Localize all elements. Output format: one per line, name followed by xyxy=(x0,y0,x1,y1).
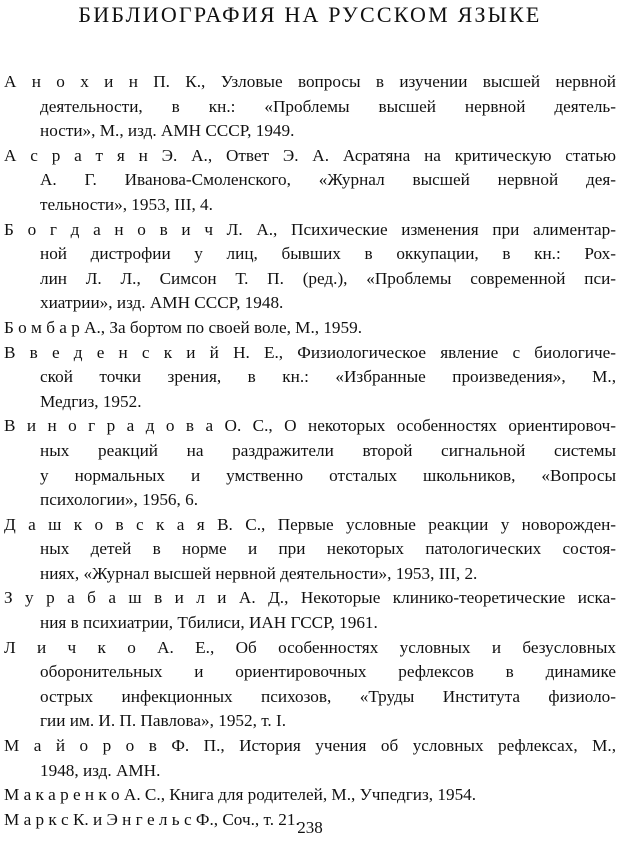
entry-first-line: А с р а т я н Э. А., Ответ Э. А. Асратяна на критическую статью xyxy=(4,145,616,165)
entry-continuation-line: Медгиз, 1952. xyxy=(40,391,142,411)
bibliography-entry xyxy=(4,734,616,783)
entry-continuation-line: у нормальных и умственно отсталых школьников, «Вопросы xyxy=(40,465,616,485)
entry-first-line: З у р а б а ш в и л и А. Д., Некоторые клинико-теоретические иска- xyxy=(4,588,616,608)
bibliography-entry xyxy=(4,316,616,341)
entry-continuation-line: психологии», 1956, 6. xyxy=(40,490,198,510)
entry-first-line: М а к а р е н к о А. С., Книга для родителей, М., Учпедгиз, 1954. xyxy=(4,785,477,805)
entry-continuation-line: ской точки зрения, в кн.: «Избранные произведения», М., xyxy=(40,367,616,387)
entry-continuation-line: ниях, «Журнал высшей нервной деятельности», 1953, III, 2. xyxy=(40,563,478,583)
bibliography-entry xyxy=(4,341,616,415)
bibliography-list xyxy=(4,70,616,832)
page-number: 238 xyxy=(297,818,323,837)
bibliography-entry xyxy=(4,513,616,587)
entry-first-line: Б о м б а р А., За бортом по своей воле, М., 1959. xyxy=(4,317,363,337)
entry-first-line: В и н о г р а д о в а О. С., О некоторых особенностях ориентировоч- xyxy=(4,416,616,436)
entry-continuation-line: ных реакций на раздражители второй сигнальной системы xyxy=(40,440,616,460)
entry-first-line: М а й о р о в Ф. П., История учения об условных рефлексах, М., xyxy=(4,736,616,756)
bibliography-entry xyxy=(4,636,616,734)
page-title: БИБЛИОГРАФИЯ НА РУССКОМ ЯЗЫКЕ xyxy=(78,2,542,27)
entry-continuation-line: А. Г. Иванова-Смоленского, «Журнал высшей нервной дея- xyxy=(40,170,616,190)
entry-continuation-line: тельности», 1953, III, 4. xyxy=(40,194,213,214)
entry-first-line: В в е д е н с к и й Н. Е., Физиологическое явление с биологиче- xyxy=(4,342,616,362)
bibliography-entry xyxy=(4,586,616,635)
entry-continuation-line: острых инфекционных психозов, «Труды Института физиоло- xyxy=(40,686,616,706)
entry-continuation-line: ных детей в норме и при некоторых патологических состоя- xyxy=(40,539,616,559)
entry-continuation-line: ности», М., изд. АМН СССР, 1949. xyxy=(40,121,295,141)
entry-continuation-line: ния в психиатрии, Тбилиси, ИАН ГССР, 1961. xyxy=(40,613,378,633)
bibliography-entry xyxy=(4,414,616,512)
entry-first-line: М а р к с К. и Э н г е л ь с Ф., Соч., т. 21. xyxy=(4,809,300,829)
entry-continuation-line: хиатрии», изд. АМН СССР, 1948. xyxy=(40,293,284,313)
bibliography-entry xyxy=(4,144,616,218)
bibliography-entry xyxy=(4,70,616,144)
entry-continuation-line: ной дистрофии у лиц, бывших в оккупации, в кн.: Рох- xyxy=(40,244,616,264)
entry-first-line: Л и ч к о А. Е., Об особенностях условных и безусловных xyxy=(4,637,616,657)
entry-continuation-line: 1948, изд. АМН. xyxy=(40,760,161,780)
bibliography-entry xyxy=(4,218,616,316)
entry-first-line: Б о г д а н о в и ч Л. А., Психические изменения при алиментар- xyxy=(4,219,616,239)
entry-first-line: Д а ш к о в с к а я В. С., Первые условные реакции у новорожден- xyxy=(4,514,616,534)
entry-continuation-line: деятельности, в кн.: «Проблемы высшей нервной деятель- xyxy=(40,96,616,116)
entry-first-line: А н о х и н П. К., Узловые вопросы в изучении высшей нервной xyxy=(4,72,616,91)
entry-continuation-line: оборонительных и ориентировочных рефлексов в динамике xyxy=(40,662,616,682)
entry-continuation-line: лин Л. Л., Симсон Т. П. (ред.), «Проблемы современной пси- xyxy=(40,268,616,288)
entry-continuation-line: гии им. И. П. Павлова», 1952, т. I. xyxy=(40,711,287,731)
bibliography-entry xyxy=(4,783,616,808)
